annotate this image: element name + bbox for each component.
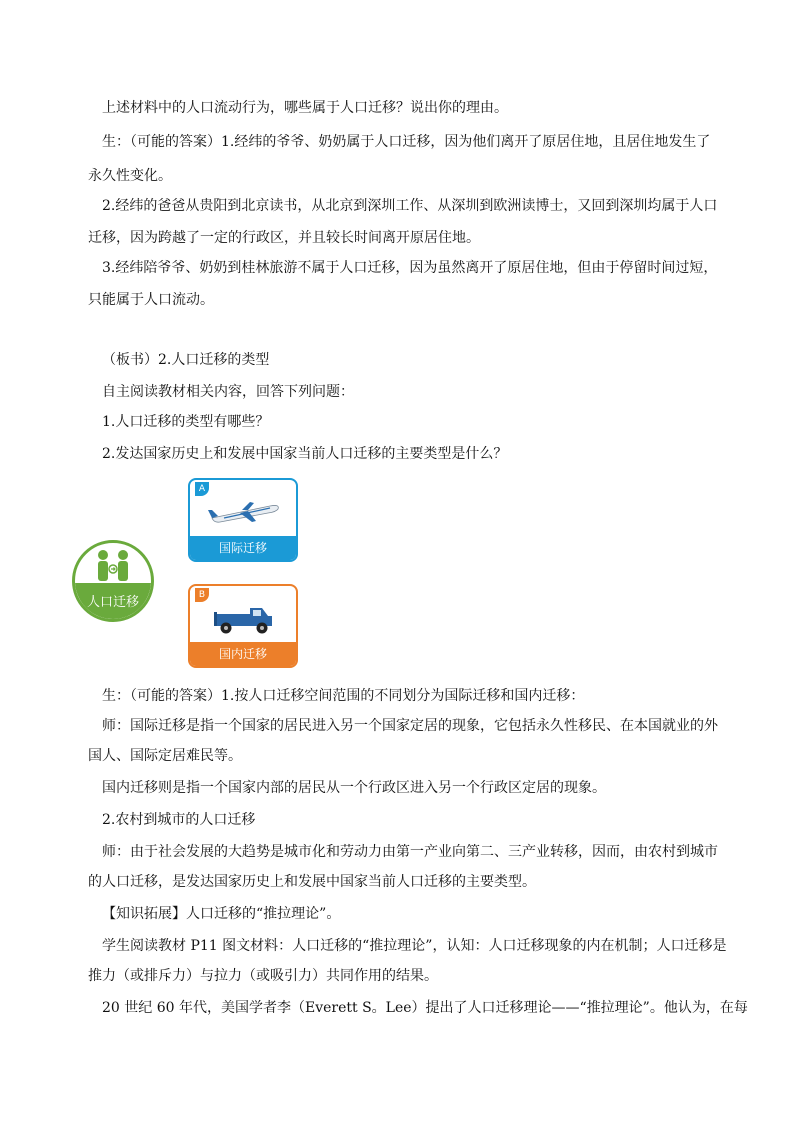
paragraph-line: 国人、国际定居难民等。: [88, 748, 242, 764]
paragraph-line: 生：（可能的答案）1.经纬的爷爷、奶奶属于人口迁移，因为他们离开了原居住地，且居住地发生了: [102, 134, 711, 150]
paragraph-line: 推力（或排斥力）与拉力（或吸引力）共同作用的结果。: [88, 968, 438, 984]
card-letter: A: [195, 482, 209, 496]
paragraph-line: 2.农村到城市的人口迁移: [102, 812, 256, 828]
paragraph-line: 1.人口迁移的类型有哪些？: [102, 414, 270, 430]
paragraph-line: 只能属于人口流动。: [88, 292, 214, 308]
paragraph-line: 20 世纪 60 年代，美国学者李（Everett S。Lee）提出了人口迁移理论——“推拉理论”。他认为，在每: [102, 1000, 748, 1016]
international-migration-card: [188, 478, 298, 562]
card-caption: 国际迁移: [190, 536, 296, 560]
knowledge-extension-heading: 【知识拓展】人口迁移的“推拉理论”。: [102, 906, 341, 922]
domestic-migration-card: [188, 584, 298, 668]
paragraph-line: 3.经纬陪爷爷、奶奶到桂林旅游不属于人口迁移，因为虽然离开了原居住地，但由于停留时间过短，: [102, 260, 718, 276]
paragraph-line: 国内迁移则是指一个国家内部的居民从一个行政区进入另一个行政区定居的现象。: [102, 780, 606, 796]
paragraph-line: 永久性变化。: [88, 168, 172, 184]
card-caption: 国内迁移: [190, 642, 296, 666]
paragraph-line: 学生阅读教材 P11 图文材料：人口迁移的“推拉理论”，认知：人口迁移现象的内在机制；人口迁移是: [102, 938, 727, 954]
paragraph-line: 师：国际迁移是指一个国家的居民进入另一个国家定居的现象，它包括永久性移民、在本国就业的外: [102, 718, 718, 734]
badge-label: 人口迁移: [86, 595, 139, 610]
paragraph-line: 迁移，因为跨越了一定的行政区，并且较长时间离开原居住地。: [88, 230, 480, 246]
truck-icon: [190, 588, 296, 644]
airplane-icon: [190, 482, 296, 538]
paragraph-line: 的人口迁移，是发达国家历史上和发展中国家当前人口迁移的主要类型。: [88, 874, 536, 890]
paragraph-line: 2.发达国家历史上和发展中国家当前人口迁移的主要类型是什么？: [102, 446, 508, 462]
section-heading: （板书）2.人口迁移的类型: [102, 352, 270, 368]
paragraph-line: 上述材料中的人口流动行为，哪些属于人口迁移？说出你的理由。: [102, 100, 508, 116]
paragraph-line: 自主阅读教材相关内容，回答下列问题：: [102, 384, 354, 400]
paragraph-line: 生：（可能的答案）1.按人口迁移空间范围的不同划分为国际迁移和国内迁移：: [102, 688, 585, 704]
population-migration-badge: [72, 540, 154, 622]
paragraph-line: 2.经纬的爸爸从贵阳到北京读书，从北京到深圳工作、从深圳到欧洲读博士，又回到深圳均属于人口: [102, 198, 718, 214]
card-letter: B: [195, 588, 209, 602]
paragraph-line: 师：由于社会发展的大趋势是城市化和劳动力由第一产业向第二、三产业转移，因而，由农村到城市: [102, 844, 718, 860]
